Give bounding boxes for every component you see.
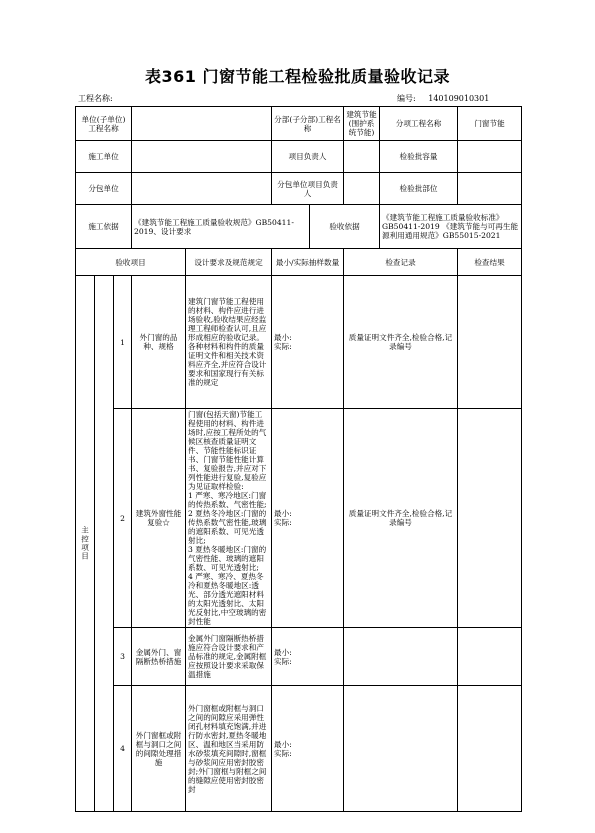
- serial-number: [397, 93, 489, 104]
- serial-value: 140109010301: [428, 94, 490, 103]
- info-row-basis: [76, 205, 522, 249]
- subitem-value-cell: 门窗节能: [458, 107, 522, 141]
- row-sample: [272, 628, 344, 686]
- col-record: 检查记录: [344, 249, 458, 276]
- pm-label: 项目负责人: [272, 141, 344, 173]
- unit-label-cell: 单位(子单位)工程名称: [76, 107, 132, 141]
- row-item: 建筑外窗性能复验☆: [132, 409, 186, 628]
- batch-loc-label: 检验批部位: [380, 173, 458, 205]
- row-number: 4: [114, 686, 132, 812]
- row-requirement: 外门窗框或附框与洞口之间的间隙应采用弹性闭孔材料填充饱满,并进行防水密封,夏热冬暖地区、温和地区当采用防水砂浆填充间隙时,窗框与砂浆间应用密封胶密封;外门窗框与附框之间的缝隙应使用密封胶密封: [186, 686, 272, 812]
- batch-qty-label: 检验批容量: [380, 141, 458, 173]
- row-result[interactable]: [458, 276, 522, 409]
- info-row-contractor: [76, 141, 522, 173]
- batch-qty-value[interactable]: [458, 141, 522, 173]
- row-sample: [272, 276, 344, 409]
- min-label: 最小:: [274, 647, 292, 657]
- min-label: 最小:: [274, 739, 292, 749]
- batch-loc-value[interactable]: [458, 173, 522, 205]
- row-record: 质量证明文件齐全,检验合格,记录编号: [344, 276, 458, 409]
- contractor-label: 施工单位: [76, 141, 132, 173]
- col-item: 验收项目: [76, 249, 186, 276]
- col-result: 检查结果: [458, 249, 522, 276]
- row-number: 3: [114, 628, 132, 686]
- col-sample: 最小/实际抽样数量: [272, 249, 344, 276]
- row-item: 金属外门、窗隔断热桥措施: [132, 628, 186, 686]
- subcontractor-label: 分包单位: [76, 173, 132, 205]
- acceptance-basis-label: 验收依据: [310, 205, 380, 249]
- row-sample: [272, 686, 344, 812]
- sub-pm-value[interactable]: [344, 173, 380, 205]
- row-number: 1: [114, 276, 132, 409]
- subcontractor-value[interactable]: [132, 173, 272, 205]
- table-row: [76, 409, 522, 628]
- group-spacer: [95, 276, 114, 812]
- row-result[interactable]: [458, 628, 522, 686]
- group-cell: [76, 276, 95, 812]
- division-value-cell: 建筑节能(围护系统节能): [344, 107, 380, 141]
- row-item: 外门窗框或附框与洞口之间的间隙处理措施: [132, 686, 186, 812]
- row-number: 2: [114, 409, 132, 628]
- actual-label: 实际:: [274, 656, 292, 666]
- page-title: 表361 门窗节能工程检验批质量验收记录: [145, 67, 450, 86]
- row-requirement: 金属外门窗隔断热桥措施应符合设计要求和产品标准的规定,金属附框应按照设计要求采取保温措施: [186, 628, 272, 686]
- row-sample: [272, 409, 344, 628]
- actual-label: 实际:: [274, 518, 292, 527]
- row-item: 外门窗的品种、规格: [132, 276, 186, 409]
- row-requirement: 建筑门窗节能工程使用的材料、构件应进行进场验收,验收结果应经监理工程师检查认可,且应形成相应的验收记录。各种材料和构件的质量证明文件和相关技术资料应齐全,并应符合设计要求和国家现行有关标准的规定: [186, 276, 272, 409]
- min-label: 最小:: [274, 333, 292, 342]
- group-label: 主控项目: [80, 526, 90, 561]
- info-row-unit: [76, 107, 522, 141]
- basis-value: 《建筑节能工程施工质量验收规范》GB50411-2019、设计要求: [132, 205, 310, 249]
- subitem-label-cell: 分项工程名称: [380, 107, 458, 141]
- row-result[interactable]: [458, 409, 522, 628]
- column-header-row: [76, 249, 522, 276]
- acceptance-form-grid: [75, 106, 522, 812]
- table-row: [76, 686, 522, 812]
- unit-value-cell[interactable]: [132, 107, 272, 141]
- row-requirement: 门窗(包括天窗)节能工程使用的材料、构件进场时,应按工程所处的气候区核查质量证明文件、节能性能标识证书、门窗节能性能计算书、复验报告,并应对下列性能进行复验,复验应为见证取样检验: 1 严寒、寒冷地区:门窗的传热系数、气密性能; 2 夏热冬冷地区:门窗的传热系数气密性能,玻璃的遮阳系数、可见光透射比; 3 夏热冬暖地区:门窗的气密性能、玻璃的遮阳系数、可见光透射比; 4 严寒、寒冷、夏热冬冷和夏热冬暖地区:透光、部分透光遮阳材料的太阳光透射比、太阳光反射比,中空玻璃的密封性能: [186, 409, 272, 628]
- actual-label: 实际:: [274, 342, 292, 351]
- table-row: [76, 276, 522, 409]
- info-row-subcontractor: [76, 173, 522, 205]
- acceptance-basis-value: 《建筑节能工程施工质量验收标准》GB50411-2019 《建筑节能与可再生能源利用通用规范》GB55015-2021: [380, 205, 522, 249]
- basis-label: 施工依据: [76, 205, 132, 249]
- col-requirement: 设计要求及规范规定: [186, 249, 272, 276]
- row-record: 质量证明文件齐全,检验合格,记录编号: [344, 409, 458, 628]
- min-label: 最小:: [274, 509, 292, 518]
- pm-value[interactable]: [344, 141, 380, 173]
- contractor-value[interactable]: [132, 141, 272, 173]
- row-result[interactable]: [458, 686, 522, 812]
- actual-label: 实际:: [274, 748, 292, 758]
- serial-label: 编号:: [397, 94, 416, 103]
- table-row: [76, 628, 522, 686]
- row-record: [344, 686, 458, 812]
- sub-pm-label: 分包单位项目负责人: [272, 173, 344, 205]
- project-name-label: 工程名称:: [78, 94, 113, 103]
- division-label-cell: 分部(子分部)工程名称: [272, 107, 344, 141]
- row-record: [344, 628, 458, 686]
